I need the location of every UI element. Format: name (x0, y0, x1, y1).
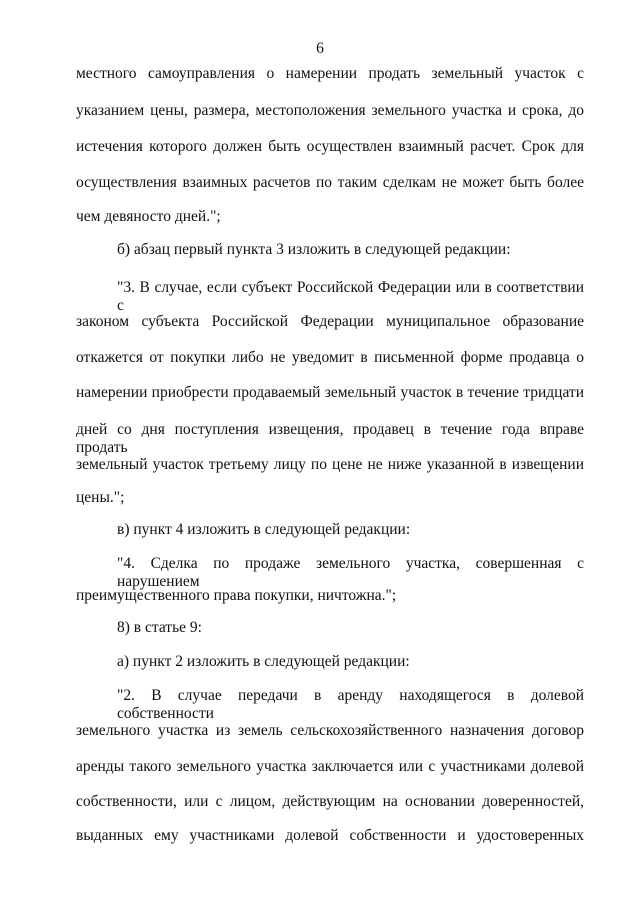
text-line: собственности, или с лицом, действующим на основании доверенностей, (76, 793, 584, 810)
text-line: местного самоуправления о намерении продать земельный участок с (76, 65, 584, 82)
text-line: законом субъекта Российской Федерации муниципальное образование (76, 313, 584, 330)
text-line: аренды такого земельного участка заключается или с участниками долевой (76, 758, 584, 775)
text-line: в) пункт 4 изложить в следующей редакции: (117, 521, 411, 538)
text-line: 8) в статье 9: (117, 619, 202, 636)
text-line: цены."; (76, 489, 125, 506)
text-line: земельного участка из земель сельскохозяйственного назначения договор (76, 722, 584, 739)
text-line: земельный участок третьему лицу по цене не ниже указанной в извещении (76, 456, 584, 473)
text-line: преимущественного права покупки, ничтожна."; (76, 587, 397, 604)
text-line: а) пункт 2 изложить в следующей редакции: (117, 653, 410, 670)
text-line: "3. В случае, если субъект Российской Федерации или в соответствии с (117, 279, 584, 314)
text-line: выданных ему участниками долевой собственности и удостоверенных (76, 827, 584, 844)
page-number: 6 (316, 40, 324, 57)
text-line: "4. Сделка по продаже земельного участка, совершенная с нарушением (117, 555, 584, 590)
text-line: дней со дня поступления извещения, продавец в течение года вправе продать (76, 421, 584, 456)
text-line: б) абзац первый пункта 3 изложить в следующей редакции: (117, 241, 511, 258)
text-line: откажется от покупки либо не уведомит в письменной форме продавца о (76, 349, 584, 366)
text-line: указанием цены, размера, местоположения земельного участка и срока, до (76, 102, 584, 119)
text-line: истечения которого должен быть осуществлен взаимный расчет. Срок для (76, 138, 584, 155)
text-line: осуществления взаимных расчетов по таким сделкам не может быть более (76, 174, 584, 191)
text-line: чем девяносто дней."; (76, 208, 221, 225)
text-line: "2. В случае передачи в аренду находящегося в долевой собственности (117, 687, 584, 722)
text-line: намерении приобрести продаваемый земельный участок в течение тридцати (76, 384, 584, 401)
